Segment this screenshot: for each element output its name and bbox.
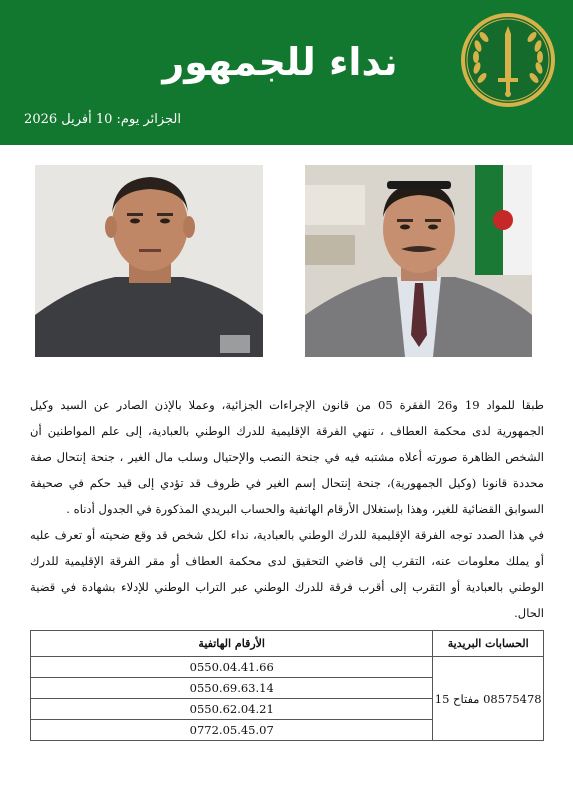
table-header-row bbox=[31, 631, 544, 657]
phone-cell: 0550.04.41.66 bbox=[31, 657, 433, 678]
suspect-photo-left bbox=[35, 165, 263, 357]
contacts-table bbox=[30, 630, 544, 741]
gendarmerie-emblem-icon bbox=[460, 12, 556, 108]
notice-paragraph-1: طبقا للمواد 19 و26 الفقرة 05 من قانون الإجراءات الجزائية، وعملا بالإذن الصادر عن السيد وكيل الجمهورية لدى محكمة العطاف ، تنهي الفرقة الإقليمية للدرك الوطني بالعبادية، إلى علم المواطنين أن الشخص الظاهرة صورته أعلاه مشتبه فيه في جنحة النصب والإحتيال وسلب مال الغير ، جنحة إنتحال صفة محددة قانونا (وكيل الجمهورية)، جنحة إنتحال إسم الغير في ظروف قد تؤدي إلى قيد حكم في صحيفة السوابق القضائية للغير، وهذا بإستغلال الأرقام الهاتفية والحساب البريدي المذكورة في الجدول أدناه . bbox=[30, 398, 544, 516]
header-postal-accounts: الحسابات البريدية bbox=[433, 631, 544, 657]
dateline: الجزائر يوم: 10 أفريل 2026 bbox=[24, 112, 181, 127]
phone-cell: 0550.69.63.14 bbox=[31, 678, 433, 699]
table-row bbox=[31, 657, 544, 678]
phone-cell: 0772.05.45.07 bbox=[31, 720, 433, 741]
postal-account-cell: 08575478 مفتاح 15 bbox=[433, 657, 544, 741]
notice-body bbox=[30, 392, 544, 626]
page-title: نداء للجمهور bbox=[162, 40, 398, 84]
phone-cell: 0550.62.04.21 bbox=[31, 699, 433, 720]
header-banner bbox=[0, 0, 573, 145]
suspect-photo-right bbox=[305, 165, 532, 357]
header-phone-numbers: الأرقام الهاتفية bbox=[31, 631, 433, 657]
notice-paragraph-2: في هذا الصدد توجه الفرقة الإقليمية للدرك الوطني بالعبادية، نداء لكل شخص قد وقع ضحيته أو تعرف عليه أو يملك معلومات عنه، التقرب إلى قاضي التحقيق لدى محكمة العطاف أو مقر الفرقة الإقليمية للدرك الوطني بالعبادية أو التقرب إلى أقرب فرقة للدرك الوطني عبر التراب الوطني للإدلاء بشهادة في قضية الحال. bbox=[30, 528, 544, 620]
